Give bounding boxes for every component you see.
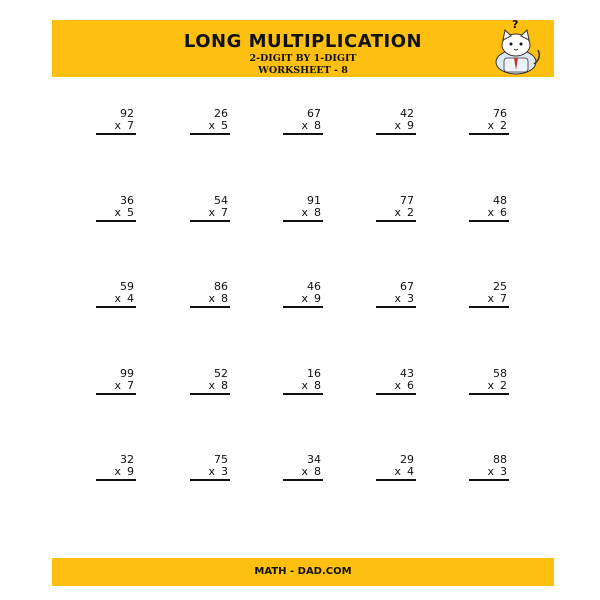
times-sign: x — [487, 465, 494, 478]
multiplier-row — [394, 379, 414, 392]
multiplication-problem — [190, 280, 230, 316]
multiplicand: 26 — [214, 107, 228, 120]
multiplication-problem — [283, 280, 323, 316]
times-sign: x — [208, 292, 215, 305]
multiplier-row — [114, 119, 134, 132]
multiplicand: 25 — [493, 280, 507, 293]
multiplier-row — [114, 465, 134, 478]
answer-line — [190, 220, 230, 222]
multiplicand: 34 — [307, 453, 321, 466]
multiplicand: 88 — [493, 453, 507, 466]
multiplier-row — [301, 379, 321, 392]
multiplier: 8 — [314, 206, 321, 219]
multiplication-problem — [190, 453, 230, 489]
multiplier: 7 — [500, 292, 507, 305]
times-sign: x — [394, 206, 401, 219]
multiplicand: 36 — [120, 194, 134, 207]
multiplication-problem — [190, 194, 230, 230]
worksheet-footer — [52, 558, 554, 586]
answer-line — [283, 306, 323, 308]
multiplier: 4 — [127, 292, 134, 305]
multiplication-problem — [376, 367, 416, 403]
multiplicand: 52 — [214, 367, 228, 380]
answer-line — [376, 133, 416, 135]
multiplier-row — [487, 465, 507, 478]
answer-line — [376, 479, 416, 481]
multiplication-problem — [376, 453, 416, 489]
multiplicand: 77 — [400, 194, 414, 207]
times-sign: x — [301, 465, 308, 478]
multiplicand: 86 — [214, 280, 228, 293]
multiplier-row — [487, 292, 507, 305]
multiplicand: 58 — [493, 367, 507, 380]
times-sign: x — [114, 379, 121, 392]
worksheet-title: LONG MULTIPLICATION — [183, 31, 423, 52]
answer-line — [283, 393, 323, 395]
multiplication-problem — [96, 280, 136, 316]
times-sign: x — [208, 379, 215, 392]
svg-text:?: ? — [512, 18, 519, 31]
answer-line — [190, 306, 230, 308]
times-sign: x — [208, 119, 215, 132]
multiplicand: 92 — [120, 107, 134, 120]
multiplier: 7 — [127, 119, 134, 132]
times-sign: x — [114, 119, 121, 132]
multiplier-row — [114, 292, 134, 305]
times-sign: x — [487, 292, 494, 305]
multiplier-row — [487, 379, 507, 392]
multiplicand: 99 — [120, 367, 134, 380]
multiplier: 3 — [407, 292, 414, 305]
multiplier: 8 — [314, 379, 321, 392]
multiplication-problem — [469, 367, 509, 403]
answer-line — [96, 133, 136, 135]
multiplier: 5 — [127, 206, 134, 219]
answer-line — [283, 220, 323, 222]
multiplicand: 67 — [400, 280, 414, 293]
answer-line — [469, 393, 509, 395]
multiplication-problem — [469, 194, 509, 230]
times-sign: x — [301, 292, 308, 305]
multiplicand: 67 — [307, 107, 321, 120]
multiplication-problem — [190, 367, 230, 403]
multiplier: 6 — [500, 206, 507, 219]
multiplication-problem — [96, 107, 136, 143]
answer-line — [96, 306, 136, 308]
footer-site-name: MATH - DAD.COM — [254, 566, 352, 577]
multiplication-problem — [283, 107, 323, 143]
multiplicand: 91 — [307, 194, 321, 207]
multiplicand: 43 — [400, 367, 414, 380]
multiplier: 7 — [127, 379, 134, 392]
times-sign: x — [487, 119, 494, 132]
multiplication-problem — [190, 107, 230, 143]
multiplier-row — [394, 292, 414, 305]
multiplier-row — [208, 379, 228, 392]
multiplier-row — [487, 119, 507, 132]
multiplier: 9 — [127, 465, 134, 478]
multiplier-row — [208, 206, 228, 219]
multiplier: 2 — [500, 119, 507, 132]
multiplication-problem — [469, 280, 509, 316]
answer-line — [190, 393, 230, 395]
times-sign: x — [114, 292, 121, 305]
multiplication-problem — [283, 367, 323, 403]
multiplicand: 29 — [400, 453, 414, 466]
multiplier-row — [487, 206, 507, 219]
times-sign: x — [301, 119, 308, 132]
multiplier: 5 — [221, 119, 228, 132]
times-sign: x — [394, 292, 401, 305]
multiplication-problem — [376, 194, 416, 230]
times-sign: x — [301, 206, 308, 219]
multiplication-problem — [469, 107, 509, 143]
multiplier-row — [208, 465, 228, 478]
answer-line — [469, 220, 509, 222]
answer-line — [96, 393, 136, 395]
multiplier-row — [394, 206, 414, 219]
multiplier-row — [208, 119, 228, 132]
times-sign: x — [487, 379, 494, 392]
times-sign: x — [487, 206, 494, 219]
worksheet-subtitle: 2-DIGIT BY 1-DIGIT — [249, 53, 357, 64]
answer-line — [376, 306, 416, 308]
answer-line — [469, 133, 509, 135]
multiplicand: 48 — [493, 194, 507, 207]
multiplication-problem — [469, 453, 509, 489]
times-sign: x — [394, 465, 401, 478]
multiplication-problem — [96, 453, 136, 489]
multiplicand: 42 — [400, 107, 414, 120]
multiplier: 3 — [500, 465, 507, 478]
answer-line — [376, 393, 416, 395]
multiplication-problem — [376, 280, 416, 316]
multiplier-row — [114, 206, 134, 219]
times-sign: x — [394, 119, 401, 132]
multiplicand: 59 — [120, 280, 134, 293]
answer-line — [376, 220, 416, 222]
multiplier-row — [208, 292, 228, 305]
multiplication-problem — [96, 194, 136, 230]
multiplier: 2 — [407, 206, 414, 219]
multiplier: 9 — [314, 292, 321, 305]
multiplier: 3 — [221, 465, 228, 478]
times-sign: x — [394, 379, 401, 392]
times-sign: x — [301, 379, 308, 392]
multiplier: 8 — [221, 292, 228, 305]
answer-line — [96, 479, 136, 481]
multiplier-row — [301, 119, 321, 132]
multiplicand: 75 — [214, 453, 228, 466]
multiplicand: 46 — [307, 280, 321, 293]
multiplier-row — [301, 465, 321, 478]
multiplier: 8 — [314, 465, 321, 478]
answer-line — [283, 133, 323, 135]
multiplication-problem — [376, 107, 416, 143]
multiplier: 7 — [221, 206, 228, 219]
multiplier: 8 — [314, 119, 321, 132]
multiplier-row — [301, 206, 321, 219]
multiplication-problem — [283, 194, 323, 230]
multiplier-row — [394, 465, 414, 478]
times-sign: x — [114, 465, 121, 478]
multiplier-row — [114, 379, 134, 392]
times-sign: x — [208, 206, 215, 219]
multiplication-problem — [96, 367, 136, 403]
multiplier: 9 — [407, 119, 414, 132]
answer-line — [283, 479, 323, 481]
answer-line — [96, 220, 136, 222]
answer-line — [469, 306, 509, 308]
multiplier-row — [394, 119, 414, 132]
worksheet-number: WORKSHEET - 8 — [258, 65, 348, 76]
answer-line — [469, 479, 509, 481]
multiplicand: 76 — [493, 107, 507, 120]
multiplier: 6 — [407, 379, 414, 392]
multiplicand: 54 — [214, 194, 228, 207]
multiplier: 4 — [407, 465, 414, 478]
times-sign: x — [114, 206, 121, 219]
multiplicand: 32 — [120, 453, 134, 466]
multiplier: 8 — [221, 379, 228, 392]
times-sign: x — [208, 465, 215, 478]
multiplier-row — [301, 292, 321, 305]
answer-line — [190, 133, 230, 135]
multiplication-problem — [283, 453, 323, 489]
multiplicand: 16 — [307, 367, 321, 380]
answer-line — [190, 479, 230, 481]
multiplier: 2 — [500, 379, 507, 392]
